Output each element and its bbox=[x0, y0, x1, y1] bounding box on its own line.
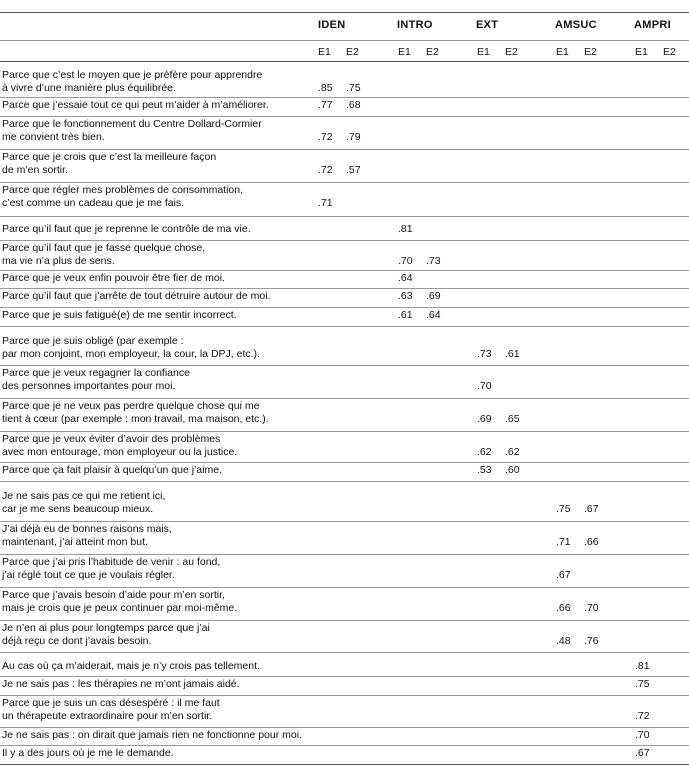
row-label: Je ne sais pas ce qui me retient ici, car je me sens beaucoup mieux. bbox=[2, 490, 166, 515]
column-header-intro: INTRO bbox=[397, 19, 433, 31]
loading-cell: .61 bbox=[398, 309, 413, 321]
table-rule bbox=[0, 727, 689, 728]
loading-cell: .63 bbox=[398, 290, 413, 302]
loading-cell: .75 bbox=[635, 678, 650, 690]
loading-cell: .57 bbox=[346, 163, 361, 176]
loading-cell: .61 bbox=[505, 347, 520, 360]
loading-cell: .79 bbox=[346, 130, 361, 143]
loading-cell: .81 bbox=[635, 660, 650, 672]
loading-cell: .64 bbox=[398, 272, 413, 284]
loading-cell: .75 bbox=[556, 502, 571, 515]
row-label: Parce que je ne veux pas perdre quelque chose qui me tient à cœur (par exemple : mon travail, ma maison, etc.). bbox=[2, 400, 269, 425]
table-rule bbox=[0, 695, 689, 696]
row-label: Je ne sais pas : on dirait que jamais rien ne fonctionne pour moi. bbox=[2, 729, 303, 741]
row-label: Parce que je veux regagner la confiance des personnes importantes pour moi. bbox=[2, 367, 190, 392]
table-rule bbox=[0, 61, 689, 62]
row-label: Il y a des jours où je me le demande. bbox=[2, 747, 174, 759]
loading-cell: .75 bbox=[346, 81, 361, 94]
loading-cell: .70 bbox=[584, 601, 599, 614]
subheader-amsuc-e2: E2 bbox=[584, 46, 597, 58]
loading-cell: .48 bbox=[556, 634, 571, 647]
loading-cell: .67 bbox=[556, 568, 571, 581]
row-label: Parce qu’il faut que j’arrête de tout détruire autour de moi. bbox=[2, 290, 271, 302]
row-label: Parce que je suis fatigué(e) de me sentir incorrect. bbox=[2, 309, 237, 321]
table-rule bbox=[0, 149, 689, 150]
table-rule bbox=[0, 521, 689, 522]
loading-cell: .70 bbox=[398, 254, 413, 267]
column-header-ampri: AMPRI bbox=[634, 19, 671, 31]
loading-cell: .67 bbox=[584, 502, 599, 515]
table-rule bbox=[0, 182, 689, 183]
loading-cell: .85 bbox=[318, 81, 333, 94]
loading-cell: .65 bbox=[505, 412, 520, 425]
table-rule bbox=[0, 270, 689, 271]
subheader-iden-e2: E2 bbox=[346, 46, 359, 58]
table-rule bbox=[0, 398, 689, 399]
loading-cell: .71 bbox=[556, 535, 571, 548]
loading-cell: .66 bbox=[584, 535, 599, 548]
loading-cell: .72 bbox=[635, 709, 650, 722]
subheader-ampri-e2: E2 bbox=[663, 46, 676, 58]
column-header-ext: EXT bbox=[476, 19, 499, 31]
loading-cell: .73 bbox=[477, 347, 492, 360]
row-label: Parce qu’il faut que je fasse quelque chose, ma vie n’a plus de sens. bbox=[2, 242, 206, 267]
row-label: Parce que je suis un cas désespéré : il me faut un thérapeute extraordinaire pour m’en sortir. bbox=[2, 697, 220, 722]
table-rule bbox=[0, 307, 689, 308]
table-rule bbox=[0, 97, 689, 98]
table-rule bbox=[0, 240, 689, 241]
table-rule bbox=[0, 116, 689, 117]
table-rule bbox=[0, 216, 689, 217]
table-rule bbox=[0, 40, 689, 41]
subheader-iden-e1: E1 bbox=[318, 46, 331, 58]
loading-cell: .68 bbox=[346, 99, 361, 111]
row-label: Au cas où ça m’aiderait, mais je n’y crois pas tellement. bbox=[2, 660, 260, 672]
column-header-iden: IDEN bbox=[318, 19, 346, 31]
loading-cell: .72 bbox=[318, 130, 333, 143]
loading-cell: .62 bbox=[477, 445, 492, 458]
column-header-amsuc: AMSUC bbox=[555, 19, 597, 31]
loading-cell: .66 bbox=[556, 601, 571, 614]
table-rule bbox=[0, 481, 689, 482]
loading-cell: .60 bbox=[505, 464, 520, 476]
row-label: Parce que je suis obligé (par exemple : par mon conjoint, mon employeur, la cour, la DPJ, etc.). bbox=[2, 335, 260, 360]
loading-cell: .53 bbox=[477, 464, 492, 476]
row-label: Je ne sais pas : les thérapies ne m’ont jamais aidé. bbox=[2, 678, 240, 690]
row-label: J’ai déjà eu de bonnes raisons mais, maintenant, j’ai atteint mon but. bbox=[2, 523, 172, 548]
table-rule bbox=[0, 620, 689, 621]
subheader-intro-e1: E1 bbox=[398, 46, 411, 58]
row-label: Parce que j’avais besoin d’aide pour m’en sortir, mais je crois que je peux continuer par moi-même. bbox=[2, 589, 238, 614]
loading-cell: .71 bbox=[318, 196, 333, 209]
loading-cell: .70 bbox=[635, 729, 650, 741]
subheader-ampri-e1: E1 bbox=[635, 46, 648, 58]
table-rule bbox=[0, 676, 689, 677]
loading-cell: .62 bbox=[505, 445, 520, 458]
loading-cell: .77 bbox=[318, 99, 333, 111]
row-label: Parce que je veux enfin pouvoir être fier de moi. bbox=[2, 272, 225, 284]
table-rule bbox=[0, 431, 689, 432]
row-label: Parce que ça fait plaisir à quelqu’un que j’aime. bbox=[2, 464, 223, 476]
loading-cell: .81 bbox=[398, 223, 413, 235]
loading-cell: .72 bbox=[318, 163, 333, 176]
subheader-ext-e2: E2 bbox=[505, 46, 518, 58]
row-label: Parce que j’essaie tout ce qui peut m’aider à m’améliorer. bbox=[2, 99, 269, 111]
table-rule bbox=[0, 462, 689, 463]
loading-cell: .64 bbox=[426, 309, 441, 321]
table-rule bbox=[0, 326, 689, 327]
loading-cell: .73 bbox=[426, 254, 441, 267]
row-label: Parce que j’ai pris l’habitude de venir : au fond, j’ai réglé tout ce que je voulais régler. bbox=[2, 556, 221, 581]
table-rule bbox=[0, 587, 689, 588]
table-rule bbox=[0, 12, 689, 13]
row-label: Je n’en ai plus pour longtemps parce que j’ai déjà reçu ce dont j’avais besoin. bbox=[2, 622, 210, 647]
row-label: Parce que je crois que c’est la meilleure façon de m’en sortir. bbox=[2, 151, 217, 176]
row-label: Parce que je veux éviter d’avoir des problèmes avec mon entourage, mon employeur ou la justice. bbox=[2, 433, 238, 458]
loading-cell: .69 bbox=[477, 412, 492, 425]
row-label: Parce que le fonctionnement du Centre Dollard-Cormier me convient très bien. bbox=[2, 118, 262, 143]
subheader-amsuc-e1: E1 bbox=[556, 46, 569, 58]
row-label: Parce qu’il faut que je reprenne le contrôle de ma vie. bbox=[2, 223, 251, 235]
table-rule bbox=[0, 745, 689, 746]
subheader-ext-e1: E1 bbox=[477, 46, 490, 58]
table-rule bbox=[0, 288, 689, 289]
subheader-intro-e2: E2 bbox=[426, 46, 439, 58]
table-rule bbox=[0, 652, 689, 653]
loading-cell: .76 bbox=[584, 634, 599, 647]
row-label: Parce que régler mes problèmes de consommation, c’est comme un cadeau que je me fais. bbox=[2, 184, 244, 209]
table-rule bbox=[0, 554, 689, 555]
loading-cell: .67 bbox=[635, 747, 650, 759]
loading-cell: .70 bbox=[477, 379, 492, 392]
row-label: Parce que c’est le moyen que je préfère pour apprendre à vivre d’une manière plus équilibrée. bbox=[2, 69, 263, 94]
table-rule bbox=[0, 764, 689, 765]
loading-cell: .69 bbox=[426, 290, 441, 302]
table-rule bbox=[0, 365, 689, 366]
